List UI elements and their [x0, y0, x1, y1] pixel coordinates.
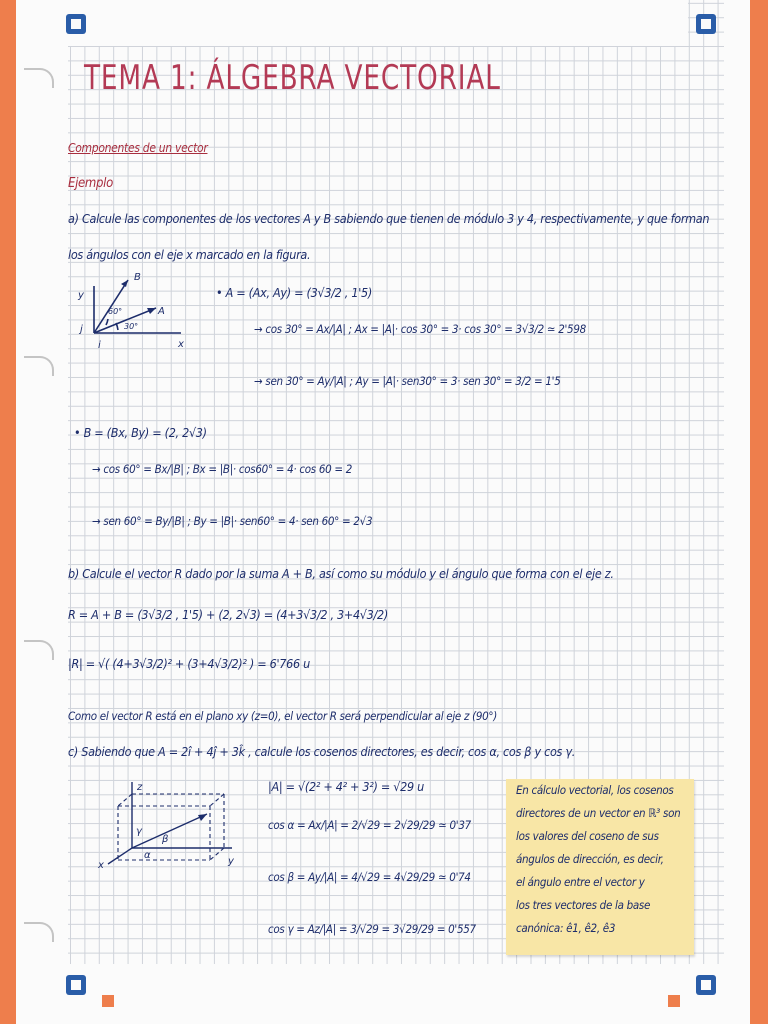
x-axis [108, 848, 132, 864]
angle-60-label: 60° [108, 307, 123, 316]
R-sum: R = A + B = (3√3/2 , 1'5) + (2, 2√3) = (4+3√3/2 , 3+4√3/2) [68, 607, 388, 622]
x-label: x [178, 339, 184, 350]
y-label: y [78, 290, 84, 301]
B-sen: → sen 60° = By/|B| ; By = |B|· sen60° = 4· sen 60° = 2√3 [92, 514, 373, 528]
B-label: B [134, 272, 141, 283]
z-label: z [137, 782, 143, 793]
alpha-label: α [144, 850, 151, 861]
part-c-statement: c) Sabiendo que A = 2î + 4ĵ + 3k̂ , calcule los cosenos directores, es decir, cos α, cos β y cos γ. [68, 744, 575, 759]
note-line: el ángulo entre el vector y [516, 875, 645, 889]
right-margin [724, 0, 750, 1024]
part-a-statement-cont: los ángulos con el eje x marcado en la figura. [68, 247, 311, 262]
B-cos: → cos 60° = Bx/|B| ; Bx = |B|· cos60° = 4· cos 60 = 2 [92, 462, 353, 476]
j-label: j [80, 324, 83, 335]
orange-mark [668, 995, 680, 1007]
i-label: i [98, 340, 101, 351]
part-a-statement: a) Calcule las componentes de los vectores A y B sabiendo que tienen de módulo 3 y 4, respectivamente, y que forman [68, 211, 710, 226]
note-line: directores de un vector en ℝ³ son [516, 806, 681, 820]
corner-mark-bottom-right [696, 975, 716, 995]
example-label: Ejemplo [68, 176, 113, 191]
beta-label: β [162, 834, 169, 845]
arrowhead-A [198, 814, 207, 821]
A-sen: → sen 30° = Ay/|A| ; Ay = |A|· sen30° = 3· sen 30° = 3/2 = 1'5 [254, 374, 561, 388]
note-line: canónica: ê1, ê2, ê3 [516, 921, 616, 935]
page-title: TEMA 1: ÁLGEBRA VECTORIAL [84, 58, 501, 98]
angle-arc [106, 319, 108, 325]
gamma-label: γ [136, 826, 142, 837]
A-components: • A = (Ax, Ay) = (3√3/2 , 1'5) [216, 285, 372, 300]
bottom-margin [16, 964, 750, 1024]
R-modulus: |R| = √( (4+3√3/2)² + (3+4√3/2)² ) = 6'766 u [68, 656, 310, 671]
vector-A [132, 814, 207, 848]
A-modulus: |A| = √(2² + 4² + 3²) = √29 u [268, 779, 424, 794]
corner-mark-top-left [66, 14, 86, 34]
y-label: y [228, 856, 234, 867]
note-line: ángulos de dirección, es decir, [516, 852, 664, 866]
corner-mark-bottom-left [66, 975, 86, 995]
cos-beta: cos β = Ay/|A| = 4/√29 = 4√29/29 ≃ 0'74 [268, 870, 471, 884]
R-perpendicular-note: Como el vector R está en el plano xy (z=0), el vector R será perpendicular al eje z (90°) [68, 709, 497, 723]
A-label: A [158, 306, 165, 317]
binder-hole [24, 356, 54, 376]
cos-gamma: cos γ = Az/|A| = 3/√29 = 3√29/29 = 0'557 [268, 922, 476, 936]
left-margin [16, 0, 68, 1024]
direction-cosines-figure [92, 776, 242, 872]
note-line: los valores del coseno de sus [516, 829, 659, 843]
section-heading: Componentes de un vector [68, 141, 208, 155]
vectors-figure [66, 268, 206, 354]
x-label: x [98, 860, 104, 871]
part-b-statement: b) Calcule el vector R dado por la suma A + B, así como su módulo y el ángulo que forma con el eje z. [68, 566, 614, 581]
binder-hole [24, 68, 54, 88]
A-cos: → cos 30° = Ax/|A| ; Ax = |A|· cos 30° = 3· cos 30° = 3√3/2 ≃ 2'598 [254, 322, 586, 336]
binder-hole [24, 640, 54, 660]
notebook-page [16, 0, 750, 1024]
B-components: • B = (Bx, By) = (2, 2√3) [74, 425, 207, 440]
orange-mark [102, 995, 114, 1007]
binder-hole [24, 922, 54, 942]
sticky-note [506, 779, 694, 955]
angle-30-label: 30° [124, 322, 139, 331]
note-line: En cálculo vectorial, los cosenos [516, 783, 674, 797]
note-line: los tres vectores de la base [516, 898, 651, 912]
arrowhead-B [121, 280, 128, 287]
corner-mark-top-right [696, 14, 716, 34]
top-margin [62, 0, 688, 46]
cos-alpha: cos α = Ax/|A| = 2/√29 = 2√29/29 ≃ 0'37 [268, 818, 471, 832]
